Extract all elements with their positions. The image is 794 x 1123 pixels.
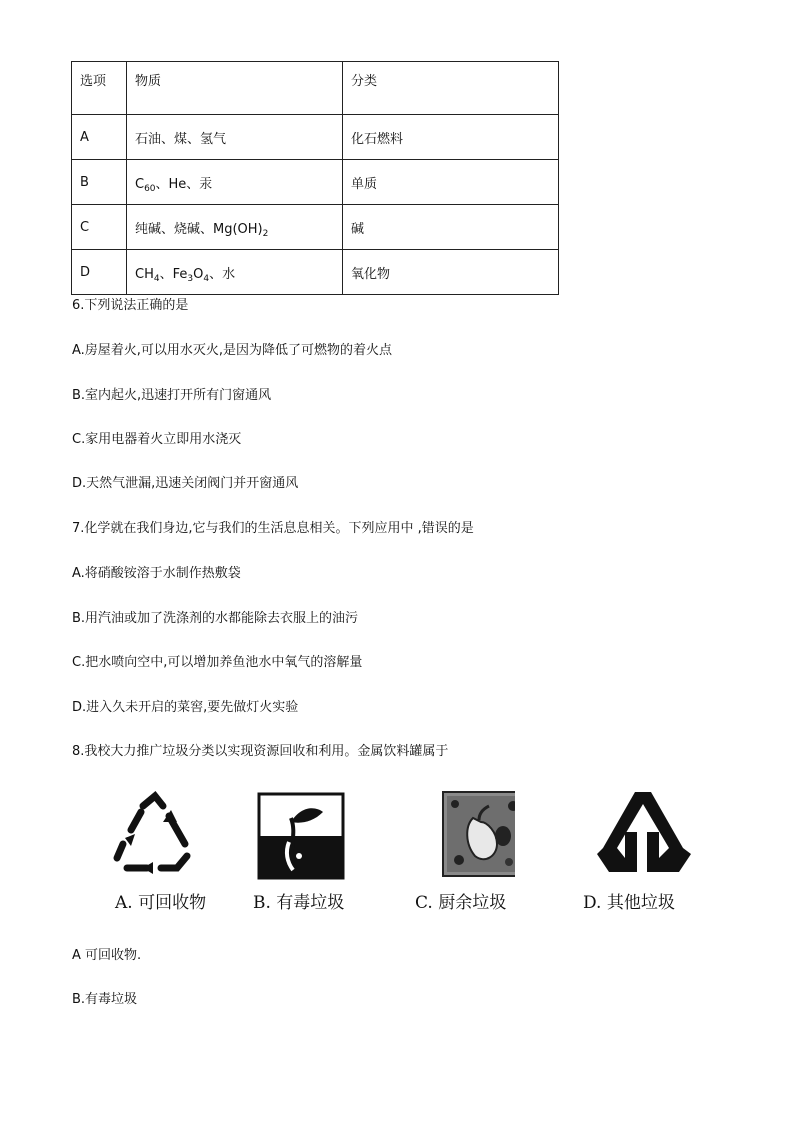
question-7-option-b: B.用汽油或加了洗涤剂的水都能除去衣服上的油污 <box>72 611 359 626</box>
question-6-option-b: B.室内起火,迅速打开所有门窗通风 <box>72 388 272 403</box>
option-cell: B <box>72 160 127 205</box>
question-6-option-d: D.天然气泄漏,迅速关闭阀门并开窗通风 <box>72 476 299 491</box>
icon-caption: C. 厨余垃圾 <box>415 893 507 913</box>
category-cell: 碱 <box>343 205 559 250</box>
question-8-option-b: B.有毒垃圾 <box>72 992 138 1007</box>
category-cell: 单质 <box>343 160 559 205</box>
formula-text: 纯碱、烧碱、Mg(OH) <box>135 221 263 237</box>
formula-subscript: 60 <box>144 183 156 194</box>
category-cell: 化石燃料 <box>343 115 559 160</box>
toxic-option <box>253 782 403 922</box>
waste-sorting-icons <box>95 782 705 922</box>
table-header-cell: 物质 <box>127 62 343 115</box>
option-cell: A <box>72 115 127 160</box>
question-7-option-c: C.把水喷向空中,可以增加养鱼池水中氧气的溶解量 <box>72 655 363 670</box>
kitchen-waste-icon <box>415 782 515 882</box>
table-row <box>72 160 559 205</box>
substance-cell <box>127 205 343 250</box>
formula-text: 、水 <box>209 266 236 282</box>
question-8-stem: 8.我校大力推广垃圾分类以实现资源回收和利用。金属饮料罐属于 <box>72 744 449 759</box>
question-7-option-a: A.将硝酸铵溶于水制作热敷袋 <box>72 566 241 581</box>
formula-subscript: 4 <box>153 273 160 284</box>
kitchen-option <box>415 782 565 922</box>
category-cell: 氧化物 <box>343 250 559 295</box>
question-8-option-a: A 可回收物. <box>72 948 142 963</box>
recycle-triangle-icon <box>105 782 205 882</box>
option-cell: D <box>72 250 127 295</box>
toxic-waste-icon <box>253 782 353 882</box>
option-cell: C <box>72 205 127 250</box>
icon-caption: D. 其他垃圾 <box>583 893 675 913</box>
formula-subscript: 2 <box>262 228 269 239</box>
question-6-option-a: A.房屋着火,可以用水灭火,是因为降低了可燃物的着火点 <box>72 343 393 358</box>
formula-text: 、He、汞 <box>155 176 213 192</box>
table-row <box>72 205 559 250</box>
formula-text: O <box>193 266 204 282</box>
formula-subscript: 4 <box>203 273 210 284</box>
question-7-option-d: D.进入久未开启的菜窖,要先做灯火实验 <box>72 700 299 715</box>
formula-text: CH <box>135 266 154 282</box>
question-6-stem: 6.下列说法正确的是 <box>72 298 189 313</box>
classification-table <box>71 61 559 295</box>
question-6-option-c: C.家用电器着火立即用水浇灭 <box>72 432 242 447</box>
question-7-stem: 7.化学就在我们身边,它与我们的生活息息相关。下列应用中 ,错误的是 <box>72 521 474 536</box>
other-option <box>573 782 723 922</box>
substance-cell <box>127 250 343 295</box>
substance-cell: 石油、煤、氢气 <box>127 115 343 160</box>
table-row <box>72 250 559 295</box>
other-waste-icon <box>573 782 703 882</box>
icon-caption: A. 可回收物 <box>115 893 207 913</box>
table-header-cell: 选项 <box>72 62 127 115</box>
substance-cell <box>127 160 343 205</box>
table-header-cell: 分类 <box>343 62 559 115</box>
table-row <box>72 115 559 160</box>
table-header-row <box>72 62 559 115</box>
formula-subscript: 3 <box>187 273 194 284</box>
formula-text: 、Fe <box>159 266 188 282</box>
icon-caption: B. 有毒垃圾 <box>253 893 345 913</box>
formula-text: C <box>135 176 145 192</box>
recyclable-option <box>105 782 255 922</box>
